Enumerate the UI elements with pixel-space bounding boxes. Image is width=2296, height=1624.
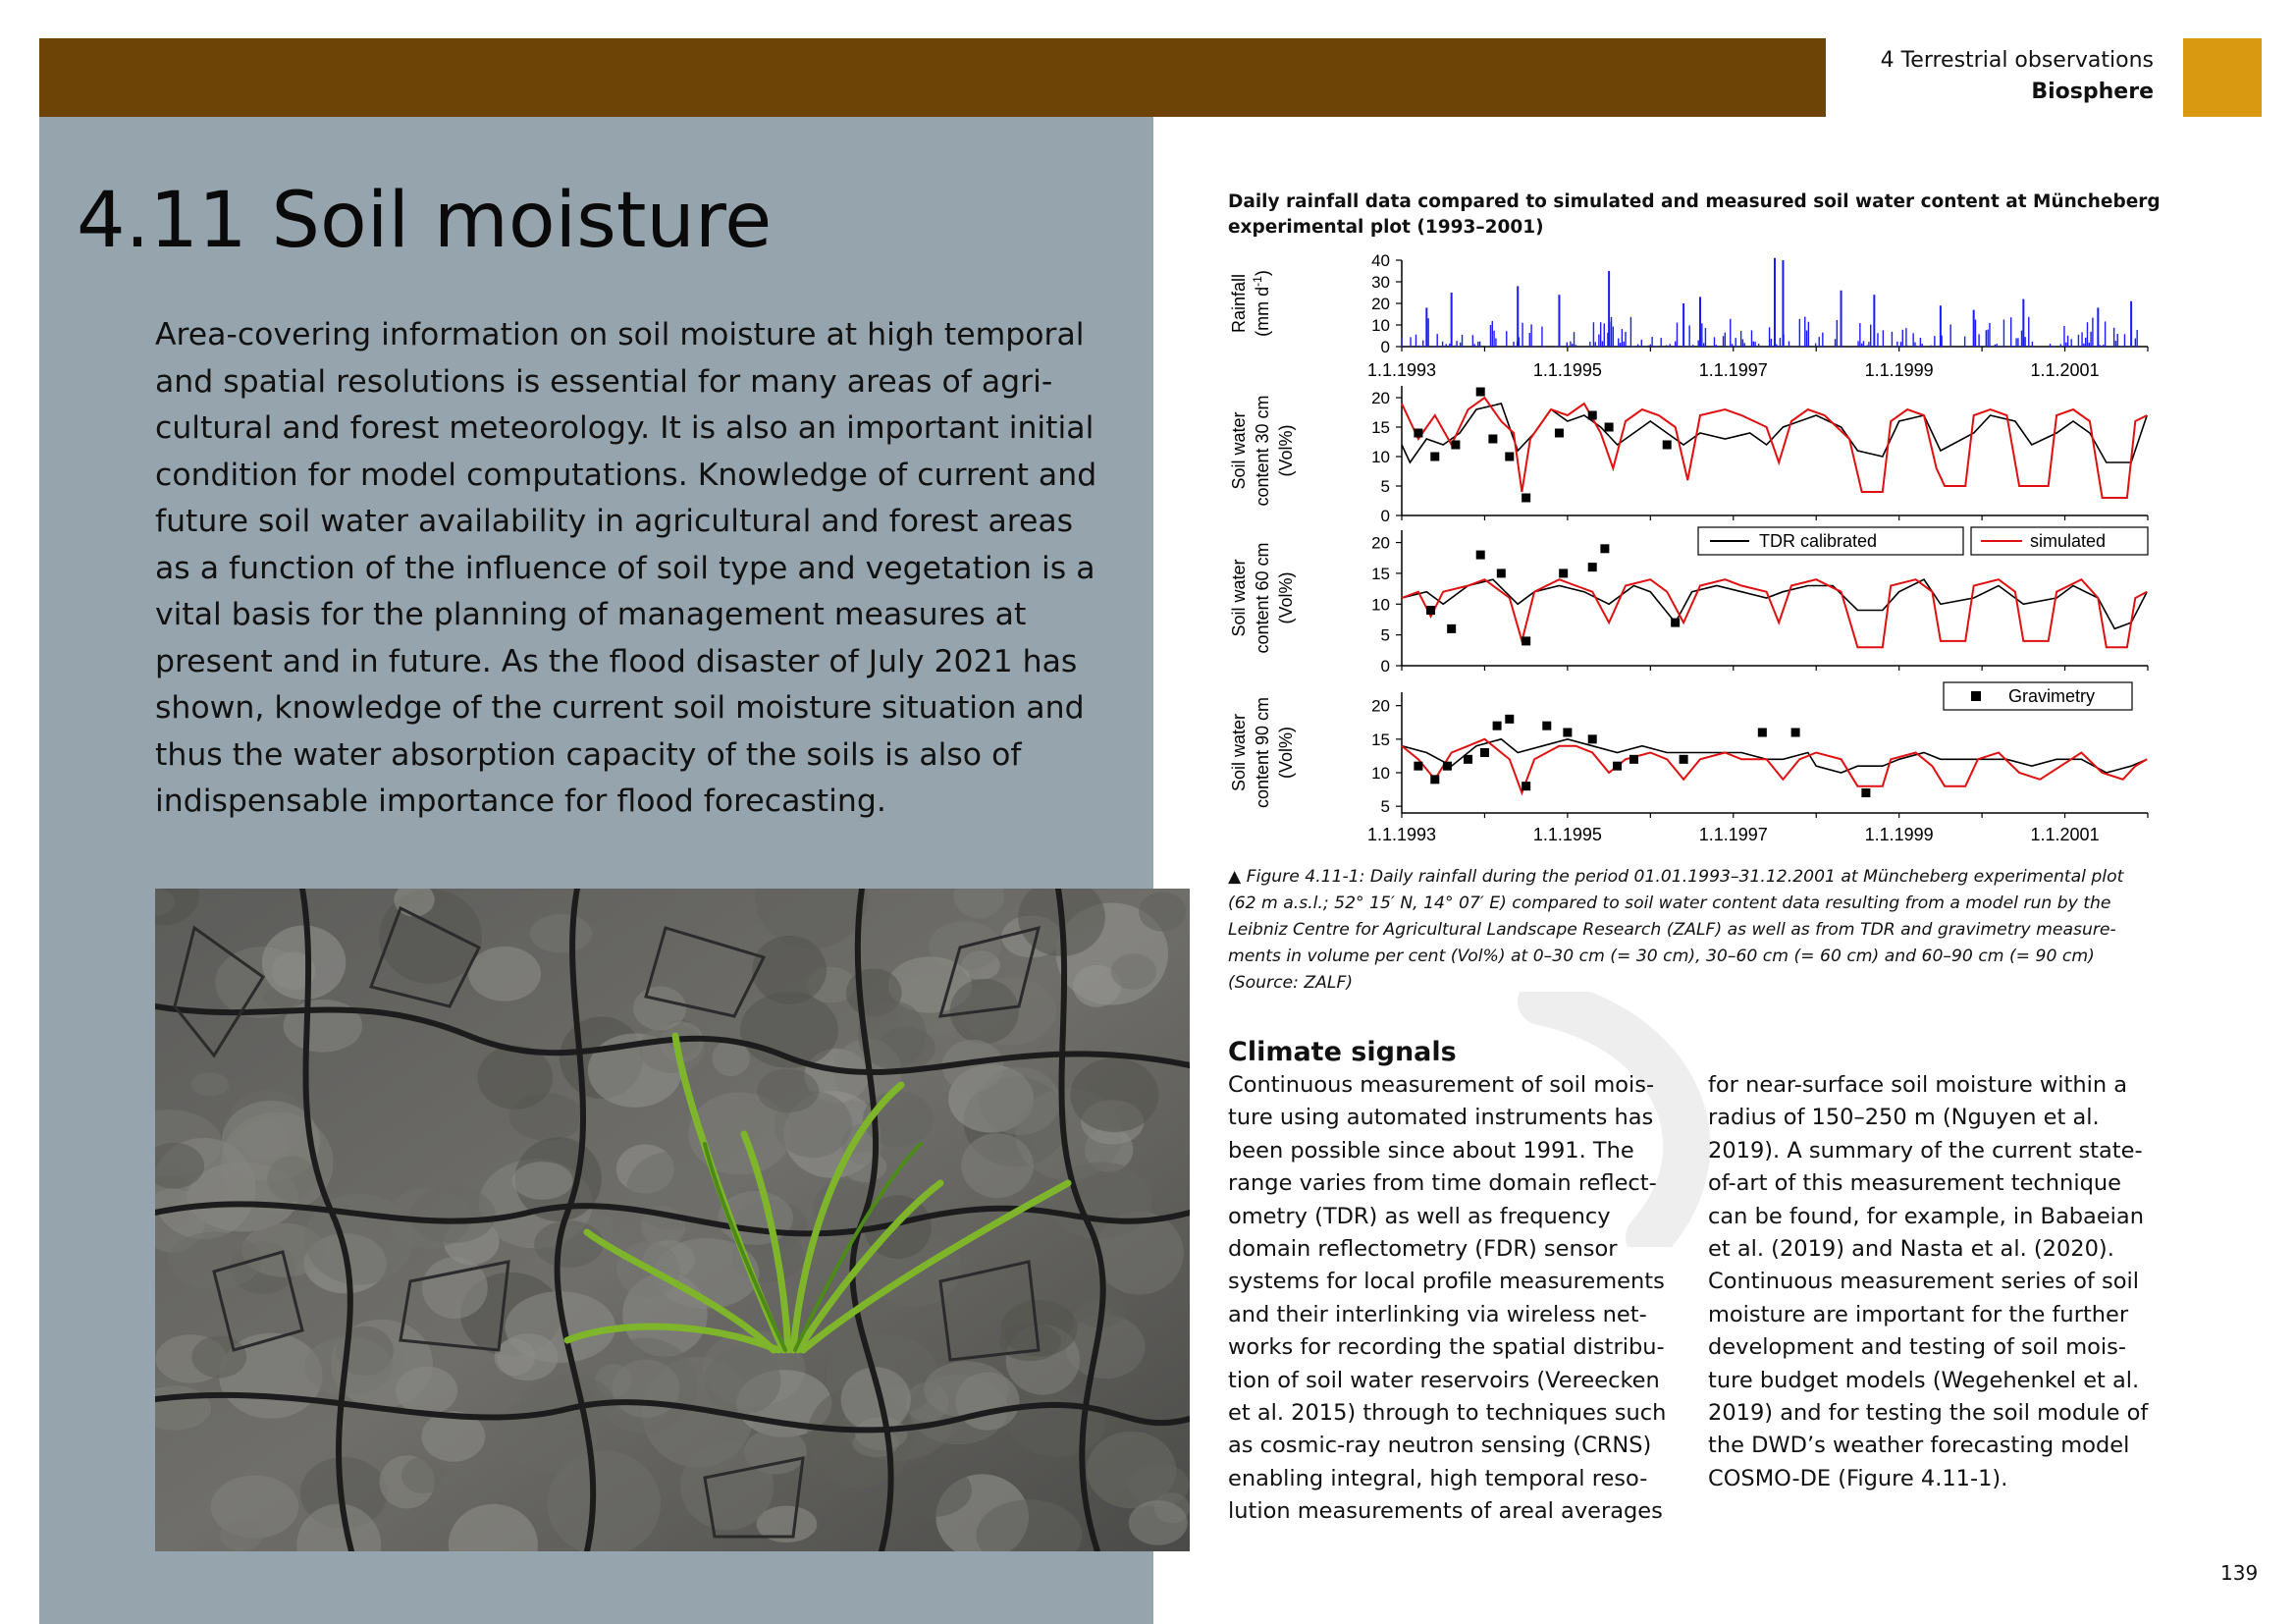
soil-clod [752,936,827,1004]
text-line: ometry (TDR) as well as frequency [1228,1203,1611,1229]
gravimetry-point [1861,788,1870,797]
text-line: Continuous measurement series of soil [1708,1269,2139,1295]
gravimetry-point [1600,544,1609,553]
y-tick-label: 10 [1371,448,1390,466]
intro-paragraph [155,312,1097,826]
text-line: development and testing of soil mois- [1708,1334,2126,1361]
x-tick-label: 1.1.1999 [1864,360,1934,380]
x-tick-label: 1.1.1997 [1698,360,1768,380]
gravimetry-point [1663,441,1672,450]
text-line: works for recording the spatial distribu- [1228,1334,1665,1361]
soil-clod [534,1220,604,1268]
soil-clod [320,1011,361,1048]
gravimetry-point [1505,715,1514,724]
text-line: moisture are important for the further [1708,1301,2129,1327]
intro-line: present and in future. As the flood disaster of July 2021 has [155,643,1078,679]
text-line: lution measurements of areal averages [1228,1498,1663,1525]
text-line: of-art of this measurement technique [1708,1170,2121,1197]
text-line: 2019) and for testing the soil module of [1708,1400,2149,1427]
legend-gravimetry-label: Gravimetry [2008,686,2096,706]
header-accent-square [2183,38,2262,117]
soil-clod [1048,1162,1152,1238]
x-tick-label: 1.1.1995 [1532,825,1602,844]
soil-clod [961,1133,1034,1198]
gravimetry-point [1588,411,1597,420]
gravimetry-point [1414,762,1422,771]
caption-marker-icon: ▲ [1228,867,1242,887]
intro-line: future soil water availability in agricultural and forest areas [155,504,1074,539]
y-axis-label: Soil water [1229,559,1249,637]
caption-line: (62 m a.s.l.; 52° 15′ N, 14° 07′ E) compared to soil water content data resulting from a model run by the [1228,893,2111,913]
simulated-line [1402,579,2147,647]
y-tick-label: 30 [1371,273,1390,292]
running-header [1881,45,2154,108]
text-line: can be found, for example, in Babaeian [1708,1203,2144,1229]
text-line: been possible since about 1991. The [1228,1137,1634,1164]
header-bar [39,38,1826,117]
soil-clod [422,1257,488,1319]
x-tick-label: 1.1.1993 [1366,360,1437,380]
text-line: and their interlinking via wireless net- [1228,1301,1647,1327]
intro-line: indispensable importance for flood forecasting. [155,784,886,819]
caption-line: ments in volume per cent (Vol%) at 0–30 cm (= 30 cm), 30–60 cm (= 60 cm) and 60–90 cm (= 90 cm) [1228,947,2095,966]
gravimetry-point [1451,441,1460,450]
soil-moisture-chart [1217,241,2160,854]
intro-line: vital basis for the planning of management measures at [155,597,1027,632]
chart-title [1228,189,2210,241]
text-line: 2019). A summary of the current state- [1708,1137,2143,1164]
gravimetry-point [1493,722,1502,731]
y-axis-label: Rainfall [1229,273,1249,334]
x-tick-label: 1.1.1997 [1698,825,1768,844]
y-axis-label: (Vol%) [1276,726,1296,780]
intro-line: thus the water absorption capacity of the soils is also of [155,736,1022,773]
gravimetry-point [1559,568,1568,577]
gravimetry-point [1563,729,1572,737]
gravimetry-point [1488,435,1497,444]
soil-clod [468,947,541,1001]
y-axis-label: content 90 cm [1253,696,1272,809]
text-line: systems for local profile measurements [1228,1269,1665,1295]
soil-clod [633,987,686,1031]
gravimetry-point [1522,636,1530,645]
soil-clod [262,926,346,1001]
y-tick-label: 5 [1380,625,1390,645]
y-axis-label: (Vol%) [1276,571,1296,624]
soil-clod [639,1025,705,1073]
x-tick-label: 1.1.1995 [1532,360,1602,380]
x-tick-label: 1.1.2001 [2030,825,2100,844]
y-tick-label: 20 [1371,389,1390,407]
chart-title-line: Daily rainfall data compared to simulated and measured soil water content at Müncheberg [1228,191,2161,212]
caption-line: Leibniz Centre for Agricultural Landscape Research (ZALF) as well as from TDR and gravimetry measure- [1228,920,2116,940]
text-line: range varies from time domain reflect- [1228,1170,1657,1197]
section-label: Biosphere [2031,80,2154,104]
soil-clod [1111,953,1156,990]
x-tick-label: 1.1.1999 [1864,825,1934,844]
y-tick-label: 20 [1371,696,1390,716]
soil-clod [191,1072,229,1096]
legend-simulated-label: simulated [2030,531,2107,551]
gravimetry-point [1613,762,1622,771]
text-line: ture using automated instruments has [1228,1105,1654,1131]
soil-clod [1070,1058,1158,1133]
tdr-line [1402,579,2147,628]
y-tick-label: 40 [1371,251,1390,270]
soil-clod [220,1519,262,1551]
gravimetry-point [1476,388,1485,397]
figure-caption [1228,864,2146,997]
gravimetry-point [1680,755,1688,764]
y-axis-label-superscript: -1 [1251,276,1264,287]
y-axis-label: content 60 cm [1253,542,1272,654]
y-axis-label: content 30 cm [1253,395,1272,507]
text-line: et al. 2015) through to techniques such [1228,1400,1667,1427]
intro-line: cultural and forest meteorology. It is also an important initial [155,410,1095,446]
chapter-label: 4 Terrestrial observations [1880,48,2154,73]
y-axis-label: Soil water [1229,713,1249,792]
text-line: as cosmic-ray neutron sensing (CRNS) [1228,1433,1652,1459]
y-axis-label: Soil water [1229,411,1249,490]
soil-clod [1129,1500,1188,1545]
gravimetry-point [1447,624,1456,633]
intro-line: and spatial resolutions is essential for many areas of agri- [155,363,1053,400]
gravimetry-point [1522,782,1530,790]
soil-clod [592,1338,697,1434]
text-line: domain reflectometry (FDR) sensor [1228,1236,1618,1263]
x-tick-label: 1.1.2001 [2030,360,2100,380]
intro-line: shown, knowledge of the current soil moisture situation and [155,690,1085,726]
gravimetry-point [1414,429,1422,438]
legend-tdr-label: TDR calibrated [1759,531,1878,551]
soil-clod [704,1347,780,1415]
gravimetry-point [1542,722,1551,731]
soil-clod [410,1186,497,1243]
soil-clod [757,1069,819,1112]
y-tick-label: 0 [1380,338,1390,356]
y-axis-label: (mm $d^{-1}$) [1251,270,1272,337]
x-tick-label: 1.1.1993 [1366,825,1437,844]
gravimetry-point [1629,755,1638,764]
page-number: 139 [2220,1561,2259,1585]
y-tick-label: 20 [1371,295,1390,313]
gravimetry-point [1430,453,1439,461]
intro-line: as a function of the influence of soil type and vegetation is a [155,550,1095,586]
soil-clod [1139,892,1186,931]
text-line: for near-surface soil moisture within a [1708,1072,2128,1098]
soil-clod [530,914,592,953]
text-line: et al. (2019) and Nasta et al. (2020). [1708,1236,2114,1263]
climate-signals-heading: Climate signals [1228,1037,1457,1067]
caption-line: (Source: ZALF) [1228,973,1354,993]
y-tick-label: 20 [1371,533,1390,553]
intro-line: condition for model computations. Knowledge of current and [155,457,1097,493]
text-line: tion of soil water reservoirs (Vereecken [1228,1367,1660,1393]
text-line: COSMO-DE (Figure 4.11-1). [1708,1465,2008,1491]
gravimetry-point [1476,551,1485,560]
y-tick-label: 0 [1380,657,1390,676]
gravimetry-point [1430,775,1439,784]
y-axis-label-close: ) [1253,270,1272,277]
y-tick-label: 10 [1371,316,1390,335]
text-line: enabling integral, high temporal reso- [1228,1465,1648,1491]
soil-clod [512,1162,573,1200]
soil-clod [1009,1391,1105,1457]
gravimetry-point [1443,762,1452,771]
cracked-soil-photo [155,889,1190,1551]
soil-clod [191,1335,246,1378]
y-axis-label: (Vol%) [1276,424,1296,477]
y-tick-label: 15 [1371,418,1390,437]
page-title: 4.11 Soil moisture [77,177,773,265]
y-tick-label: 15 [1371,564,1390,583]
gravimetry-point [1464,755,1472,764]
text-line: radius of 150–250 m (Nguyen et al. [1708,1105,2100,1131]
gravimetry-point [1505,453,1514,461]
gravimetry-point [1480,748,1489,757]
text-line: Continuous measurement of soil mois- [1228,1072,1655,1098]
gravimetry-point [1522,494,1530,503]
y-tick-label: 10 [1371,595,1390,615]
legend-gravimetry-swatch [1971,691,1981,701]
soil-clod [401,1457,445,1493]
gravimetry-point [1588,563,1597,571]
gravimetry-point [1426,606,1435,615]
gravimetry-point [1497,568,1506,577]
y-tick-label: 0 [1380,507,1390,525]
y-tick-label: 15 [1371,730,1390,749]
text-line: ture budget models (Wegehenkel et al. [1708,1367,2140,1393]
simulated-line [1402,398,2147,498]
soil-clod [267,1156,317,1202]
simulated-line [1402,739,2147,793]
gravimetry-point [1555,429,1564,438]
climate-text-column-2 [1708,1069,2160,1495]
y-tick-label: 10 [1371,764,1390,783]
gravimetry-point [1588,734,1597,743]
gravimetry-point [1758,729,1767,737]
intro-line: Area-covering information on soil moisture at high temporal [155,317,1085,352]
soil-clod [892,1463,972,1517]
caption-line: Figure 4.11-1: Daily rainfall during the period 01.01.1993–31.12.2001 at Müncheberg experimental plot [1246,867,2124,887]
y-tick-label: 5 [1380,477,1390,496]
gravimetry-point [1671,619,1680,627]
gravimetry-point [1791,729,1800,737]
climate-text-column-1 [1228,1069,1680,1529]
y-tick-label: 5 [1380,797,1390,817]
soil-clod [680,1442,774,1531]
gravimetry-point [1605,423,1614,432]
text-line: the DWD’s weather forecasting model [1708,1433,2130,1459]
chart-title-line: experimental plot (1993–2001) [1228,217,1544,238]
